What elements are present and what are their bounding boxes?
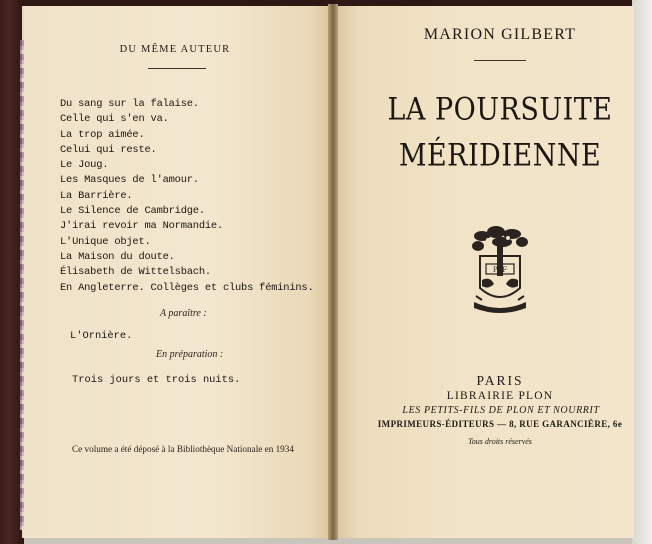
in-preparation-title: Trois jours et trois nuits. xyxy=(72,374,241,386)
publisher-name: LIBRAIRIE PLON xyxy=(446,390,554,402)
forthcoming-label: A paraître : xyxy=(160,308,207,319)
list-item: Le Silence de Cambridge. xyxy=(60,205,205,218)
works-list xyxy=(60,97,314,296)
list-item: Celle qui s'en va. xyxy=(60,113,169,126)
author-name: MARION GILBERT xyxy=(423,26,577,43)
book-title-line-1: LA POURSUITE xyxy=(387,91,613,128)
book-gutter xyxy=(328,4,338,540)
list-item: La trop aimée. xyxy=(60,128,145,141)
list-item: Du sang sur la falaise. xyxy=(60,98,199,110)
forthcoming-title: L'Ornière. xyxy=(70,330,133,342)
list-item: Celui qui reste. xyxy=(60,143,157,156)
list-item: Le Joug. xyxy=(60,159,109,172)
list-item: La Barrière. xyxy=(60,189,133,202)
publication-city: PARIS xyxy=(476,373,524,388)
rights-reserved: Tous droits réservés xyxy=(468,437,532,446)
list-item: Les Masques de l'amour. xyxy=(60,174,199,187)
list-item: En Angleterre. Collèges et clubs féminins. xyxy=(60,281,314,294)
list-item: Élisabeth de Wittelsbach. xyxy=(60,266,211,279)
publisher-subtitle: LES PETITS-FILS DE PLON ET NOURRIT xyxy=(402,405,600,416)
book-title-line-2: MÉRIDIENNE xyxy=(398,137,602,174)
list-item: J'irai revoir ma Normandie. xyxy=(60,220,223,233)
background-right xyxy=(632,0,652,544)
svg-text:PPF: PPF xyxy=(492,266,508,274)
deposit-note: Ce volume a été déposé à la Bibliothèque Nationale en 1934 xyxy=(72,444,294,454)
list-item: La Maison du doute. xyxy=(60,250,175,263)
list-item: L'Unique objet. xyxy=(60,235,151,248)
author-rule xyxy=(474,60,526,61)
publisher-device-icon xyxy=(468,224,532,316)
publisher-address: IMPRIMEURS-ÉDITEURS — 8, RUE GARANCIÈRE, 6e xyxy=(377,419,623,429)
heading-rule xyxy=(148,68,206,69)
same-author-heading: DU MÊME AUTEUR xyxy=(119,44,231,55)
marbled-endpaper-edge xyxy=(20,40,24,530)
in-preparation-label: En préparation : xyxy=(156,349,224,360)
